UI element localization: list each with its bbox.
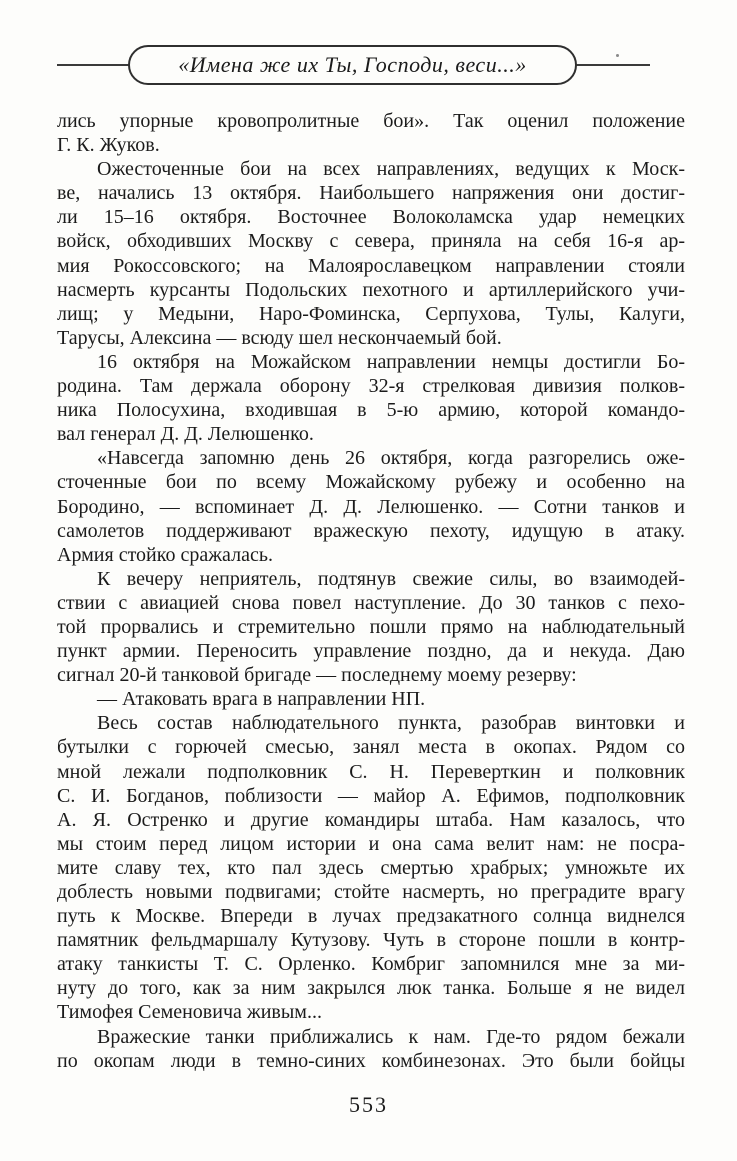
- text-line: самолетов поддерживают вражескую пехоту, идущую в атаку.: [57, 519, 685, 542]
- text-line: памятник фельдмаршалу Кутузову. Чуть в стороне пошли в контр-: [57, 929, 685, 952]
- text-line: Весь состав наблюдательного пункта, разобрав винтовки и: [97, 712, 685, 735]
- paragraph: [57, 1025, 685, 1073]
- text-line: родина. Там держала оборону 32-я стрелковая дивизия полков-: [57, 375, 685, 398]
- text-line: ствии с авиацией снова повел наступление. До 30 танков с пехо-: [57, 591, 685, 614]
- scan-speck: [616, 54, 619, 57]
- text-line: «Навсегда запомню день 26 октября, когда разгорелись оже-: [97, 447, 685, 470]
- text-line: насмерть курсанты Подольских пехотного и артиллерийского учи-: [57, 278, 685, 301]
- text-line: путь к Москве. Впереди в лучах предзакатного солнца виднелся: [57, 905, 685, 928]
- text-line: мы стоим перед лицом истории и она сама велит нам: не посра-: [57, 832, 685, 855]
- text-line: атаку танкисты Т. С. Орленко. Комбриг запомнился мне за ми-: [57, 953, 685, 976]
- text-line: Г. К. Жуков.: [57, 134, 160, 157]
- text-line: К вечеру неприятель, подтянув свежие силы, во взаимодей-: [97, 567, 685, 590]
- text-line: мной лежали подполковник С. Н. Переверткин и полковник: [57, 760, 685, 783]
- text-line: доблесть новыми подвигами; стойте насмерть, но преградите врагу: [57, 881, 685, 903]
- paragraph: [57, 350, 685, 446]
- text-line: А. Я. Остренко и другие командиры штаба. Нам казалось, что: [57, 808, 685, 831]
- text-line: Тимофея Семеновича живым...: [57, 1001, 322, 1024]
- text-line: лись упорные кровопролитные бои». Так оценил положение: [57, 110, 685, 132]
- text-line: Бородино, — вспоминает Д. Д. Лелюшенко. — Сотни танков и: [57, 495, 685, 518]
- text-line: нуту до того, как за ним закрылся люк танка. Больше я не видел: [57, 977, 685, 1000]
- text-line: 16 октября на Можайском направлении немцы достигли Бо-: [97, 350, 685, 373]
- text-line: сигнал 20-й танковой бригаде — последнему моему резерву:: [57, 664, 577, 687]
- text-line: Ожесточенные бои на всех направлениях, ведущих к Моск-: [97, 158, 685, 181]
- page-body: [57, 109, 685, 1073]
- paragraph: [57, 446, 685, 566]
- text-line: ве, начались 13 октября. Наибольшего напряжения они достиг-: [57, 182, 685, 205]
- paragraph: [57, 567, 685, 687]
- text-line: Армия стойко сражалась.: [57, 543, 273, 566]
- text-line: ли 15–16 октября. Восточнее Волоколамска удар немецких: [57, 206, 685, 229]
- text-line: по окопам люди в темно-синих комбинезонах. Это были бойцы: [57, 1049, 685, 1072]
- text-line: Вражеские танки приближались к нам. Где-то рядом бежали: [97, 1025, 685, 1048]
- text-line: Тарусы, Алексина — всюду шел нескончаемый бой.: [57, 326, 502, 349]
- text-line: С. И. Богданов, поблизости — майор А. Ефимов, подполковник: [57, 784, 685, 807]
- text-line: мия Рокоссовского; на Малоярославецком направлении стояли: [57, 254, 685, 277]
- paragraph: [57, 109, 685, 157]
- text-line: пункт армии. Переносить управление поздно, да и некуда. Даю: [57, 640, 685, 663]
- text-line: бутылки с горючей смесью, занял места в окопах. Рядом со: [57, 736, 685, 759]
- text-line: мите славу тех, кто пал здесь смертью храбрых; умножьте их: [57, 856, 685, 879]
- running-head-capsule: [128, 45, 577, 85]
- paragraph: [57, 687, 685, 711]
- text-line: той прорвались и стремительно пошли прямо на наблюдательный: [57, 615, 685, 638]
- text-line: сточенные бои по всему Можайскому рубежу и особенно на: [57, 471, 685, 494]
- paragraph: [57, 711, 685, 1024]
- text-line: войск, обходивших Москву с севера, приняла на себя 16-я ар-: [57, 230, 685, 253]
- paragraph: [57, 157, 685, 350]
- text-line: — Атаковать врага в направлении НП.: [97, 688, 426, 711]
- text-line: ника Полосухина, входившая в 5-ю армию, которой командо-: [57, 399, 685, 422]
- text-line: лищ; у Медыни, Наро-Фоминска, Серпухова, Тулы, Калуги,: [57, 302, 685, 325]
- running-head-title: «Имена же их Ты, Господи, веси...»: [178, 52, 527, 77]
- text-line: вал генерал Д. Д. Лелюшенко.: [57, 423, 314, 446]
- page-number: 553: [349, 1092, 388, 1117]
